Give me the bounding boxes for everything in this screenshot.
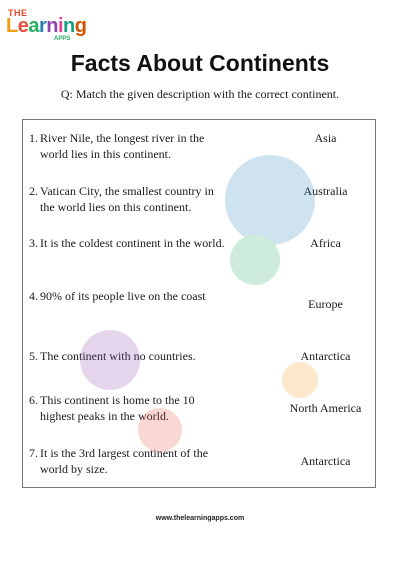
row-answer: Africa	[310, 236, 341, 250]
row-answer: Australia	[303, 184, 348, 198]
question-text: Q: Match the given description with the correct continent.	[60, 87, 340, 101]
row-answer: Europe	[308, 297, 343, 311]
row-number: 1.	[29, 131, 38, 145]
logo-main-text: Learning	[6, 15, 87, 37]
row-description: The continent with no countries.	[40, 349, 196, 363]
logo-bottom-text: APPS	[54, 36, 71, 42]
row-description: It is the 3rd largest continent of the world by size.	[40, 446, 209, 476]
row-number: 5.	[29, 349, 38, 363]
row-number: 7.	[29, 446, 38, 460]
row-answer: Antarctica	[300, 454, 351, 468]
page-title: Facts About Continents	[70, 50, 330, 76]
row-number: 2.	[29, 184, 38, 198]
row-description: It is the coldest continent in the world.	[40, 236, 225, 250]
row-answer: Asia	[314, 131, 337, 145]
row-description: River Nile, the longest river in the world lies in this continent.	[40, 131, 205, 161]
brand-logo	[6, 8, 96, 42]
row-description: This continent is home to the 10 highest peaks in the world.	[40, 393, 195, 423]
row-description: 90% of its people live on the coast	[40, 289, 206, 303]
row-number: 6.	[29, 393, 38, 407]
row-answer: North America	[289, 401, 362, 415]
logo-top-text: THE	[8, 8, 28, 18]
footer-url: www.thelearningapps.com	[155, 515, 245, 522]
row-answer: Antarctica	[300, 349, 351, 363]
row-number: 4.	[29, 289, 38, 303]
row-description: Vatican City, the smallest country in the world lies on this continent.	[40, 184, 214, 214]
row-number: 3.	[29, 236, 38, 250]
exercise-box	[22, 119, 376, 488]
